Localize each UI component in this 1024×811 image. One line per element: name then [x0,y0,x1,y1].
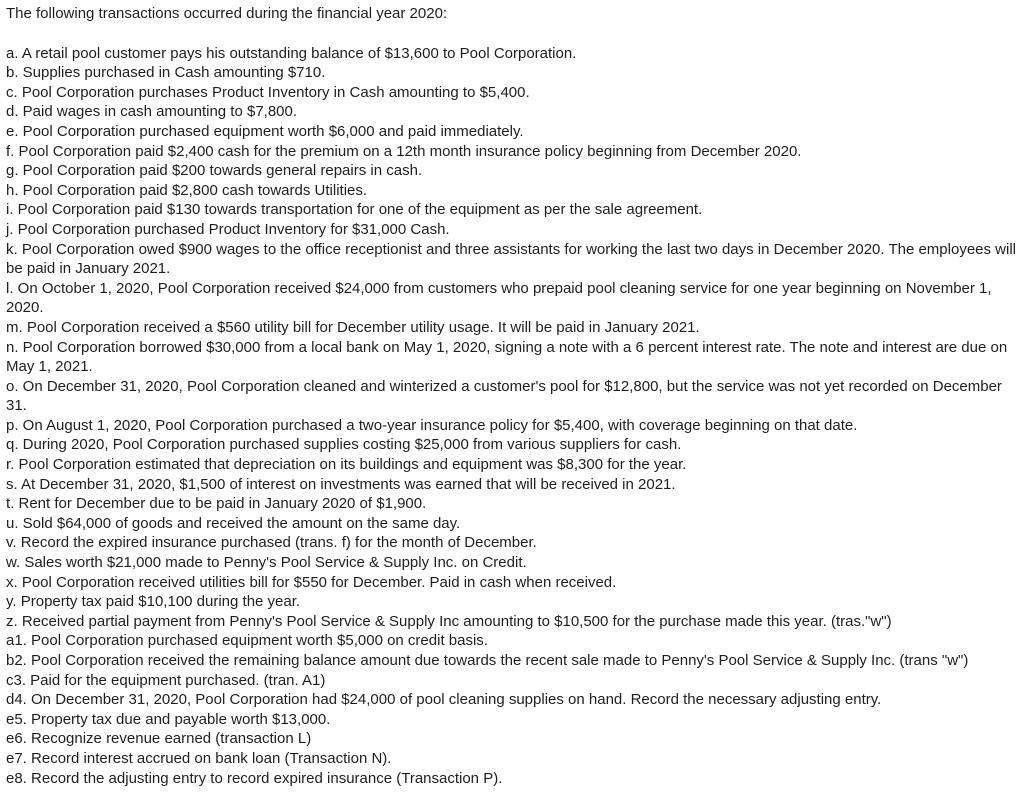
transaction-item-e7: e7. Record interest accrued on bank loan (Transaction N). [6,749,392,767]
transaction-item-e6: e6. Recognize revenue earned (transaction L) [6,730,312,748]
transaction-item-i: i. Pool Corporation paid $130 towards transportation for one of the equipment as per the sale agreement. [6,201,703,219]
transaction-item-c3: c3. Paid for the equipment purchased. (tran. A1) [6,671,326,689]
transaction-item-n: n. Pool Corporation borrowed $30,000 from a local bank on May 1, 2020, signing a note with a 6 percent interest rate. The note and interest are due on May 1, 2021. [6,338,1008,376]
transaction-item-m: m. Pool Corporation received a $560 utility bill for December utility usage. It will be paid in January 2021. [6,318,700,336]
transaction-item-e5: e5. Property tax due and payable worth $13,000. [6,710,331,728]
transaction-item-a: a. A retail pool customer pays his outstanding balance of $13,600 to Pool Corporation. [6,44,577,62]
transaction-item-b2: b2. Pool Corporation received the remaining balance amount due towards the recent sale made to Penny's Pool Service & Supply Inc. (trans "w") [6,652,969,669]
transaction-item-t: t. Rent for December due to be paid in January 2020 of $1,900. [6,495,427,513]
intro-text: The following transactions occurred during the financial year 2020: [6,5,448,22]
transaction-item-b: b. Supplies purchased in Cash amounting $710. [6,64,326,82]
transaction-item-c: c. Pool Corporation purchases Product Inventory in Cash amounting to $5,400. [6,83,530,101]
transaction-item-v: v. Record the expired insurance purchased (trans. f) for the month of December. [6,534,537,552]
transaction-item-w: w. Sales worth $21,000 made to Penny's Pool Service & Supply Inc. on Credit. [6,554,527,572]
transaction-item-l: l. On October 1, 2020, Pool Corporation received $24,000 from customers who prepaid pool cleaning service for one year beginning on November 1, 2020. [6,279,992,317]
transaction-item-o: o. On December 31, 2020, Pool Corporation cleaned and winterized a customer's pool for $12,800, but the service was not yet recorded on December 31. [6,377,1002,415]
transaction-item-q: q. During 2020, Pool Corporation purchased supplies costing $25,000 from various suppliers for cash. [6,436,682,454]
transaction-item-k: k. Pool Corporation owed $900 wages to the office receptionist and three assistants for working the last two days in December 2020. The employees will be paid in January 2021. [6,240,1016,278]
transaction-item-s: s. At December 31, 2020, $1,500 of interest on investments was earned that will be received in 2021. [6,475,676,493]
transaction-item-a1: a1. Pool Corporation purchased equipment worth $5,000 on credit basis. [6,632,488,650]
transaction-item-p: p. On August 1, 2020, Pool Corporation purchased a two-year insurance policy for $5,400, with coverage beginning on that date. [6,416,858,434]
transaction-item-e8: e8. Record the adjusting entry to record expired insurance (Transaction P). [6,769,503,787]
transaction-item-d4: d4. On December 31, 2020, Pool Corporation had $24,000 of pool cleaning supplies on hand. Record the necessary adjusting entry. [6,691,882,709]
transaction-item-h: h. Pool Corporation paid $2,800 cash towards Utilities. [6,181,368,199]
transaction-item-g: g. Pool Corporation paid $200 towards general repairs in cash. [6,162,423,180]
transaction-item-e: e. Pool Corporation purchased equipment worth $6,000 and paid immediately. [6,122,524,140]
transaction-item-j: j. Pool Corporation purchased Product Inventory for $31,000 Cash. [6,220,450,238]
transaction-list [6,44,1024,789]
transaction-item-z: z. Received partial payment from Penny's Pool Service & Supply Inc amounting to $10,500 for the purchase made this year. (tras."w") [6,612,892,630]
transaction-item-u: u. Sold $64,000 of goods and received the amount on the same day. [6,514,461,532]
transaction-item-d: d. Paid wages in cash amounting to $7,800. [6,103,298,121]
transaction-item-f: f. Pool Corporation paid $2,400 cash for the premium on a 12th month insurance policy beginning from December 2020. [6,142,802,160]
transaction-item-r: r. Pool Corporation estimated that depreciation on its buildings and equipment was $8,300 for the year. [6,456,687,474]
transaction-item-x: x. Pool Corporation received utilities bill for $550 for December. Paid in cash when received. [6,573,617,591]
transaction-item-y: y. Property tax paid $10,100 during the year. [6,593,301,611]
